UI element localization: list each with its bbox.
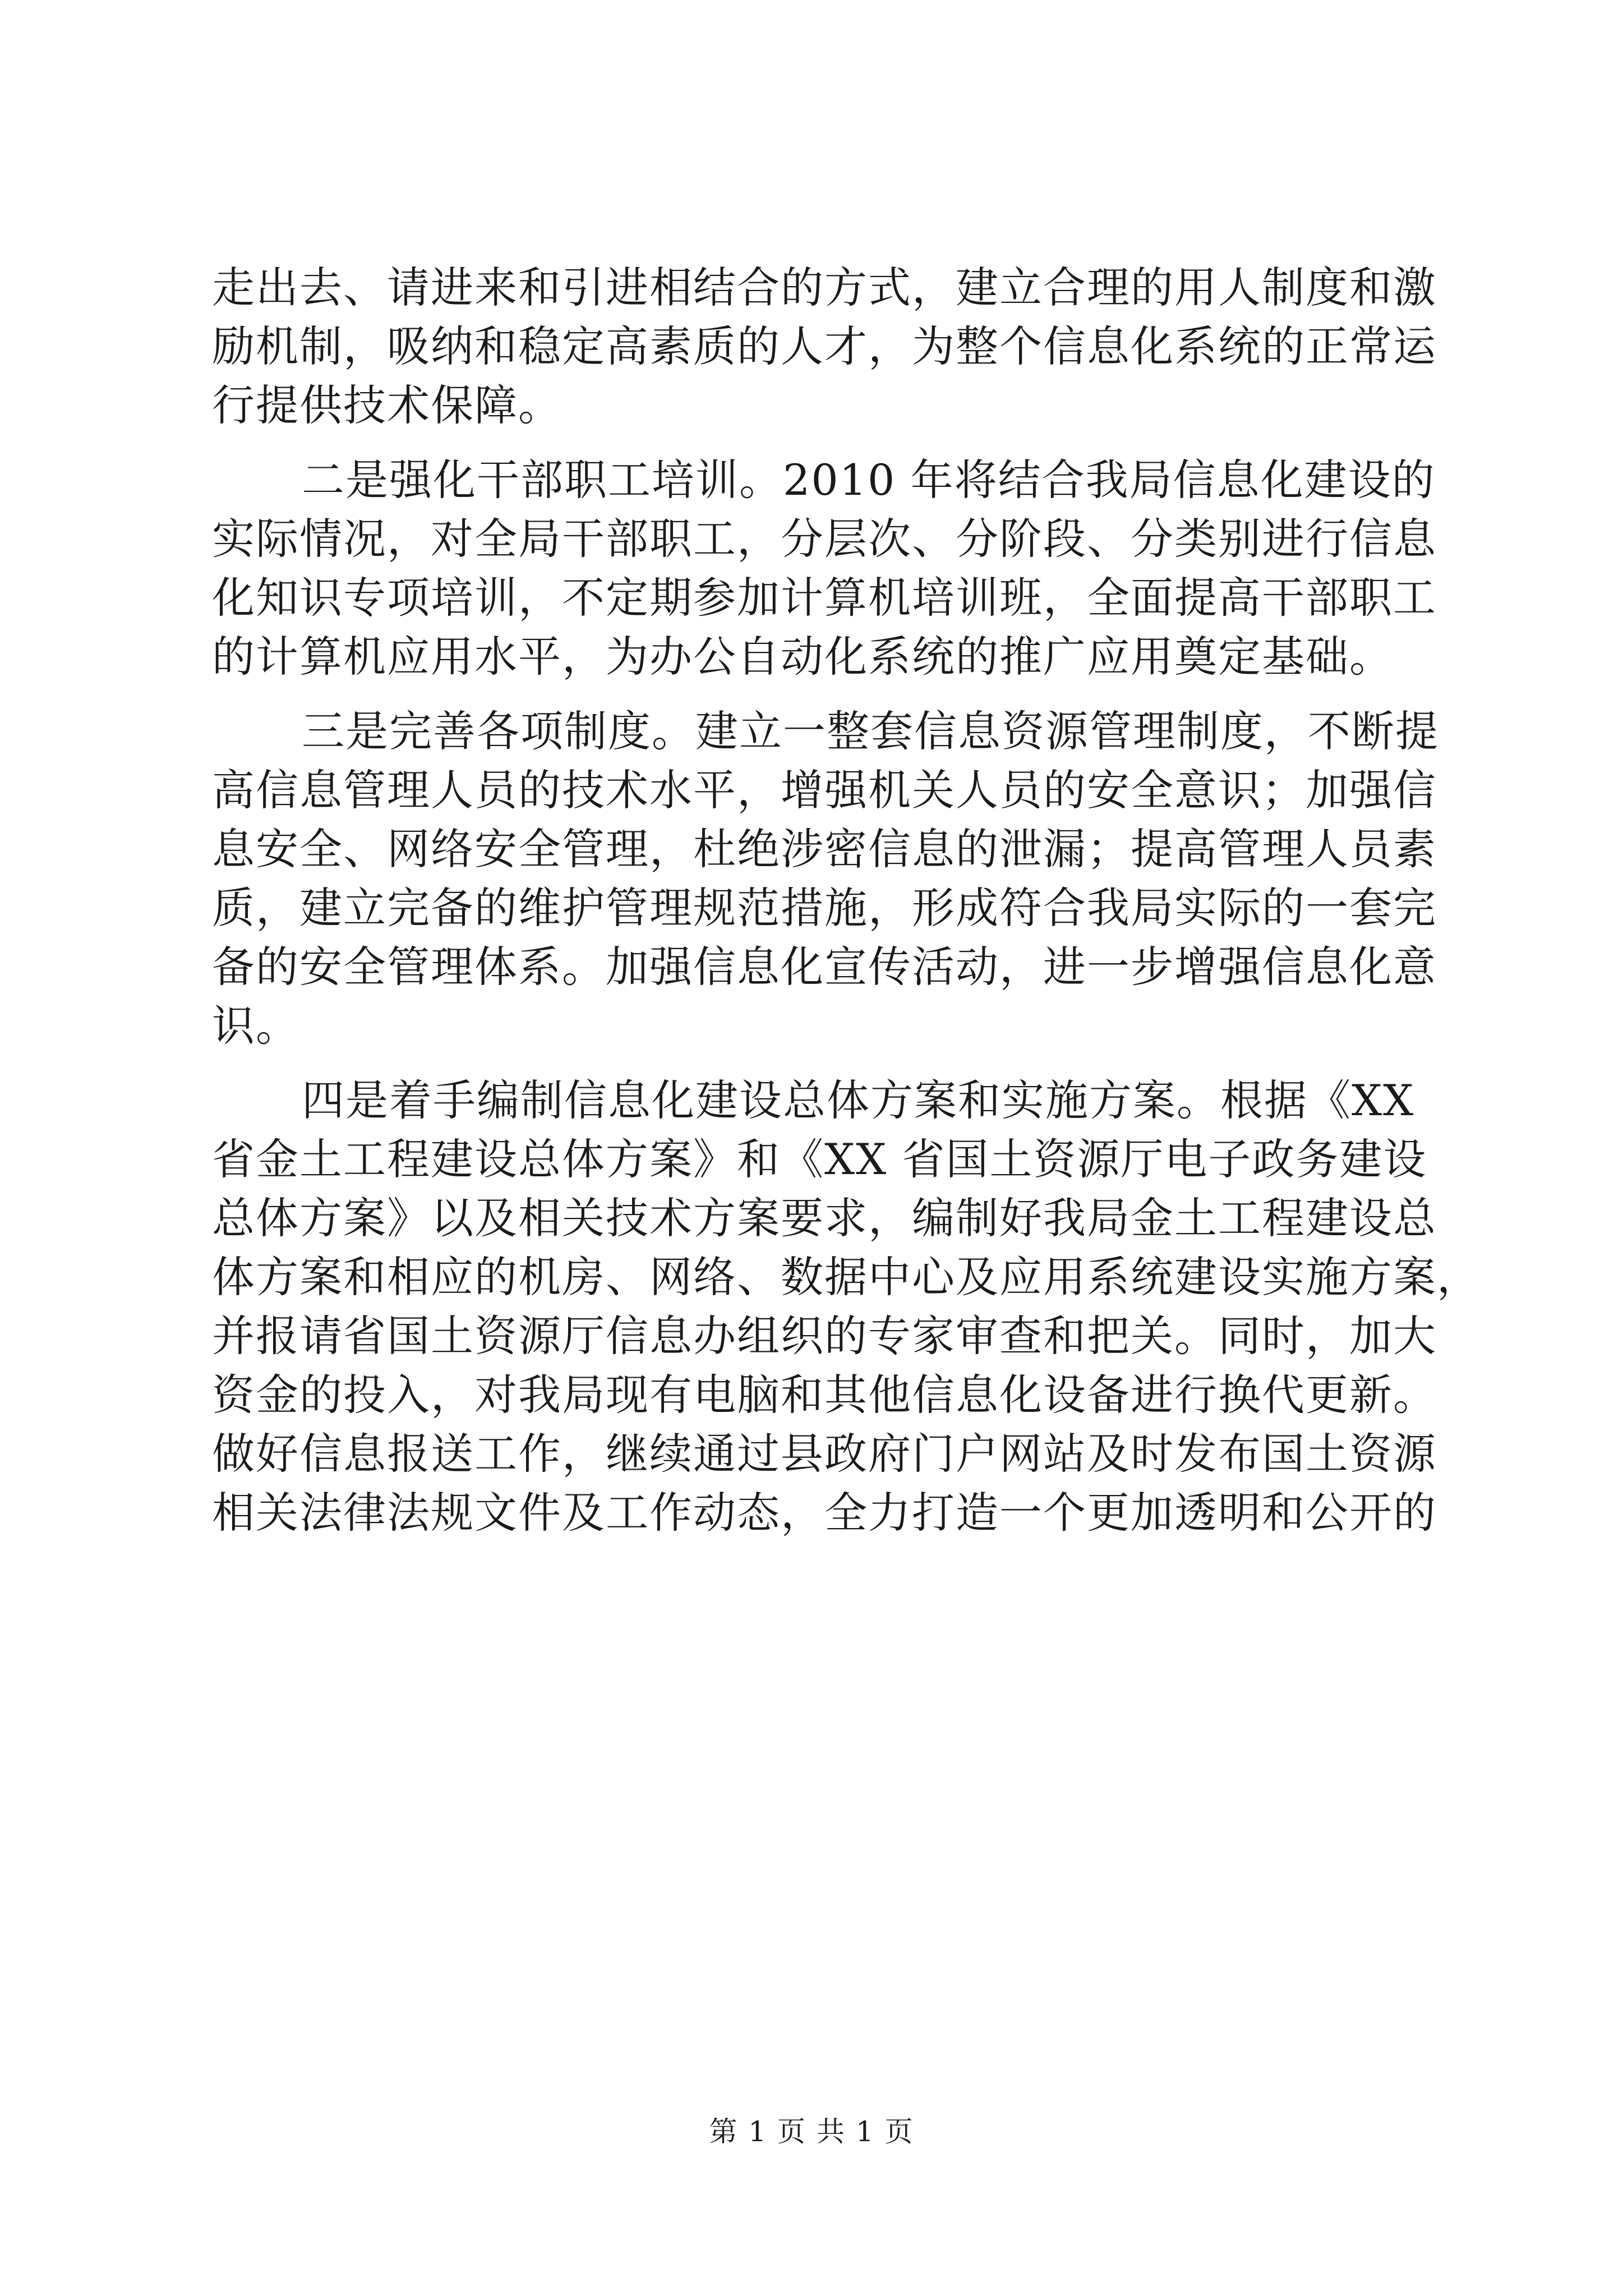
text-line: 相关法律法规文件及工作动态，全力打造一个更加透明和公开的: [212, 1488, 1437, 1538]
text-line: 备的安全管理体系。加强信息化宣传活动，进一步增强信息化意: [212, 942, 1437, 992]
text-line: 高信息管理人员的技术水平，增强机关人员的安全意识；加强信: [212, 765, 1437, 815]
paragraph-start-line: 三是完善各项制度。建立一整套信息资源管理制度，不断提: [302, 706, 1439, 756]
text-line: 走出去、请进来和引进相结合的方式，建立合理的用人制度和激: [212, 263, 1437, 312]
text-line: 总体方案》以及相关技术方案要求，编制好我局金土工程建设总: [212, 1193, 1437, 1243]
text-line: 的计算机应用水平，为办公自动化系统的推广应用奠定基础。: [212, 632, 1393, 682]
text-line: 省金土工程建设总体方案》和《XX 省国土资源厅电子政务建设: [212, 1134, 1427, 1184]
document-body: [212, 258, 1481, 1542]
text-line: 并报请省国土资源厅信息办组织的专家审查和把关。同时，加大: [212, 1311, 1437, 1361]
text-line: 实际情况，对全局干部职工，分层次、分阶段、分类别进行信息: [212, 514, 1437, 564]
paragraph-start-line: 四是着手编制信息化建设总体方案和实施方案。根据《XX: [302, 1075, 1415, 1125]
text-line: 识。: [212, 1001, 299, 1051]
text-line: 质，建立完备的维护管理规范措施，形成符合我局实际的一套完: [212, 883, 1437, 933]
text-line: 体方案和相应的机房、网络、数据中心及应用系统建设实施方案，: [212, 1252, 1481, 1302]
paragraph-start-line: 二是强化干部职工培训。2010 年将结合我局信息化建设的: [302, 455, 1436, 505]
text-line: 资金的投入，对我局现有电脑和其他信息化设备进行换代更新。: [212, 1370, 1437, 1420]
text-line: 励机制，吸纳和稳定高素质的人才，为整个信息化系统的正常运: [212, 321, 1437, 371]
text-line: 行提供技术保障。: [212, 380, 562, 430]
page-number-footer: 第 1 页 共 1 页: [709, 2115, 914, 2148]
text-line: 息安全、网络安全管理，杜绝涉密信息的泄漏；提高管理人员素: [212, 824, 1437, 874]
text-line: 做好信息报送工作，继续通过县政府门户网站及时发布国土资源: [212, 1429, 1437, 1479]
text-line: 化知识专项培训，不定期参加计算机培训班，全面提高干部职工: [212, 573, 1437, 623]
